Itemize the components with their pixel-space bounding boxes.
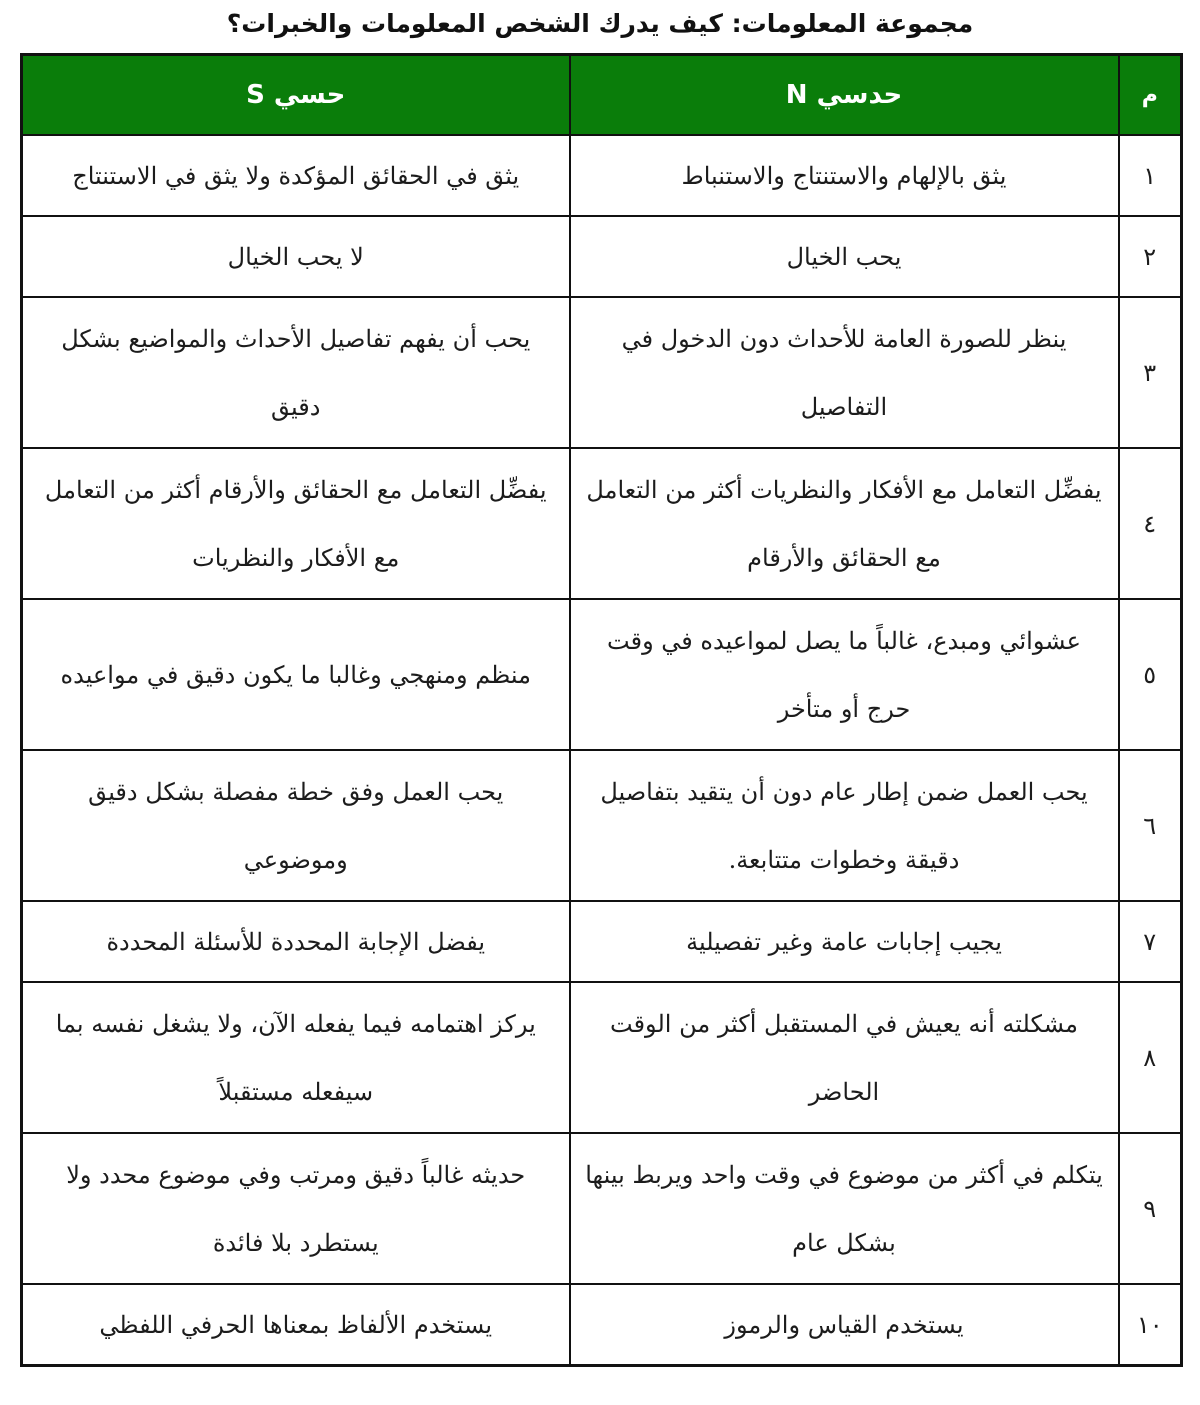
header-intuitive: حدسي N — [570, 55, 1119, 136]
row-number: ٣ — [1119, 297, 1182, 448]
intuitive-cell: ينظر للصورة العامة للأحداث دون الدخول في التفاصيل — [570, 297, 1119, 448]
row-number: ١٠ — [1119, 1284, 1182, 1366]
sensing-cell: يحب أن يفهم تفاصيل الأحداث والمواضيع بشكل دقيق — [22, 297, 570, 448]
row-number: ٧ — [1119, 901, 1182, 982]
sensing-cell: يثق في الحقائق المؤكدة ولا يثق في الاستنتاج — [22, 135, 570, 216]
sensing-cell: منظم ومنهجي وغالبا ما يكون دقيق في مواعيده — [22, 599, 570, 750]
sensing-cell: يفضِّل التعامل مع الحقائق والأرقام أكثر من التعامل مع الأفكار والنظريات — [22, 448, 570, 599]
row-number: ٤ — [1119, 448, 1182, 599]
table-row — [22, 901, 1182, 982]
table-row — [22, 216, 1182, 297]
row-number: ٨ — [1119, 982, 1182, 1133]
table-row — [22, 1133, 1182, 1284]
sensing-cell: يحب العمل وفق خطة مفصلة بشكل دقيق وموضوعي — [22, 750, 570, 901]
table-row — [22, 135, 1182, 216]
table-row — [22, 599, 1182, 750]
table-row — [22, 297, 1182, 448]
header-row — [22, 55, 1182, 136]
row-number: ٥ — [1119, 599, 1182, 750]
table-row — [22, 750, 1182, 901]
row-number: ٢ — [1119, 216, 1182, 297]
table-row — [22, 448, 1182, 599]
intuitive-cell: عشوائي ومبدع، غالباً ما يصل لمواعيده في وقت حرج أو متأخر — [570, 599, 1119, 750]
intuitive-cell: يفضِّل التعامل مع الأفكار والنظريات أكثر من التعامل مع الحقائق والأرقام — [570, 448, 1119, 599]
table-row — [22, 982, 1182, 1133]
page-title: مجموعة المعلومات: كيف يدرك الشخص المعلومات والخبرات؟ — [226, 9, 974, 38]
sensing-cell: حديثه غالباً دقيق ومرتب وفي موضوع محدد ولا يستطرد بلا فائدة — [22, 1133, 570, 1284]
intuitive-cell: مشكلته أنه يعيش في المستقبل أكثر من الوقت الحاضر — [570, 982, 1119, 1133]
intuitive-cell: يحب الخيال — [570, 216, 1119, 297]
header-number: م — [1119, 55, 1182, 136]
intuitive-cell: يتكلم في أكثر من موضوع في وقت واحد ويربط بينها بشكل عام — [570, 1133, 1119, 1284]
sensing-cell: يفضل الإجابة المحددة للأسئلة المحددة — [22, 901, 570, 982]
sensing-cell: لا يحب الخيال — [22, 216, 570, 297]
intuitive-cell: يجيب إجابات عامة وغير تفصيلية — [570, 901, 1119, 982]
table-row — [22, 1284, 1182, 1366]
row-number: ١ — [1119, 135, 1182, 216]
intuitive-cell: يستخدم القياس والرموز — [570, 1284, 1119, 1366]
comparison-table — [20, 53, 1183, 1367]
row-number: ٦ — [1119, 750, 1182, 901]
sensing-cell: يركز اهتمامه فيما يفعله الآن، ولا يشغل نفسه بما سيفعله مستقبلاً — [22, 982, 570, 1133]
intuitive-cell: يثق بالإلهام والاستنتاج والاستنباط — [570, 135, 1119, 216]
header-sensing: حسي S — [22, 55, 570, 136]
intuitive-cell: يحب العمل ضمن إطار عام دون أن يتقيد بتفاصيل دقيقة وخطوات متتابعة. — [570, 750, 1119, 901]
row-number: ٩ — [1119, 1133, 1182, 1284]
sensing-cell: يستخدم الألفاظ بمعناها الحرفي اللفظي — [22, 1284, 570, 1366]
